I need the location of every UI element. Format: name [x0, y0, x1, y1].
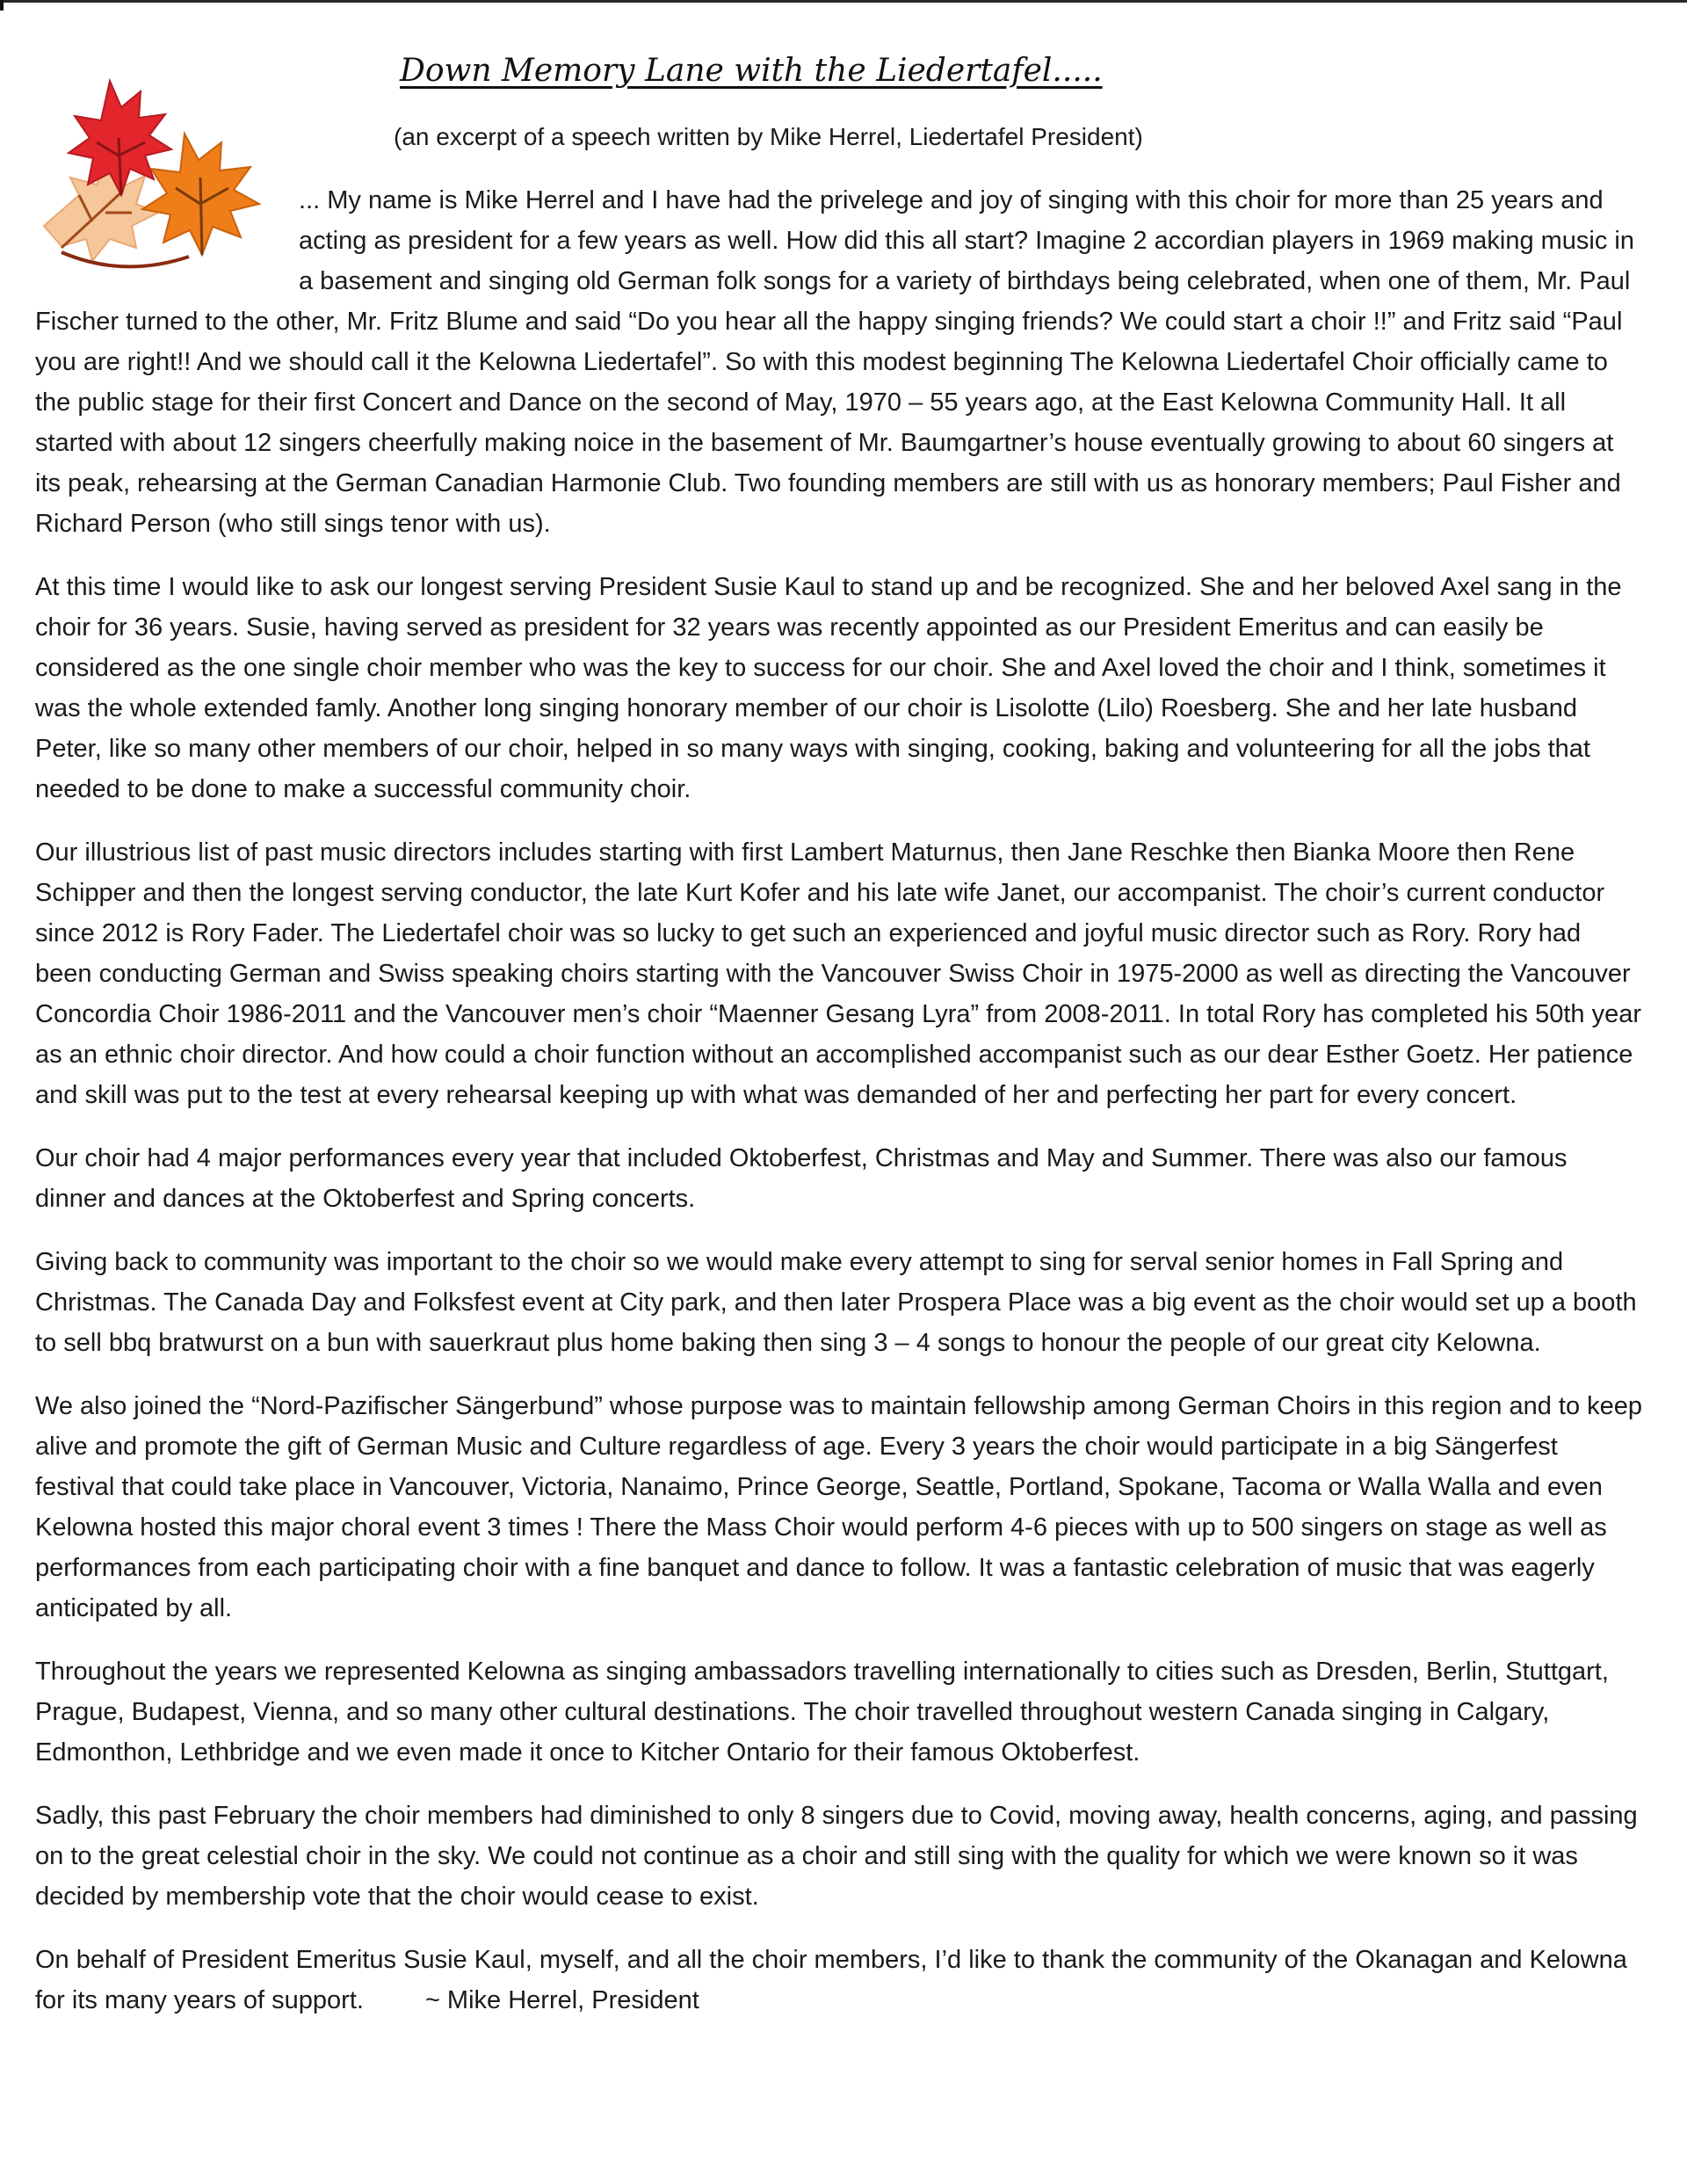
paragraph-music-directors: Our illustrious list of past music directors includes starting with first Lambert Maturnus, then Jane Reschke then Bianka Moore then Rene Schipper and then the longest serving conductor, the late Kurt Kofer and his late wife Janet, our accompanist. The choir’s current conductor since 2012 is Rory Fader. The Liedertafel choir was so lucky to get such an experienced and joyful music director such as Rory. Rory had been conducting German and Swiss speaking choirs starting with the Vancouver Swiss Choir in 1975-2000 as well as directing the Vancouver Concordia Choir 1986-2011 and the Vancouver men’s choir “Maenner Gesang Lyra” from 2008-2011. In total Rory has completed his 50th year as an ethnic choir director. And how could a choir function without an accomplished accompanist such as our dear Esther Goetz. Her patience and skill was put to the test at every rehearsal keeping up with what was demanded of her and perfecting her part for every concert.	[35, 838, 1642, 1109]
paragraph-travels: Throughout the years we represented Kelowna as singing ambassadors travelling internationally to cities such as Dresden, Berlin, Stuttgart, Prague, Budapest, Vienna, and so many other cultural destinations. The choir travelled throughout western Canada singing in Calgary, Edmonthon, Lethbridge and we even made it once to Kitcher Ontario for their famous Oktoberfest.	[35, 1658, 1609, 1767]
article-body	[35, 180, 1643, 2043]
paragraph-community: Giving back to community was important to the choir so we would make every attempt to sing for serval senior homes in Fall Spring and Christmas. The Canada Day and Folksfest event at City park, and then later Prospera Place was a big event as the choir would set up a booth to sell bbq bratwurst on a bun with sauerkraut plus home baking then sing 3 – 4 songs to honour the people of our great city Kelowna.	[35, 1248, 1637, 1357]
paragraph-susie-kaul: At this time I would like to ask our longest serving President Susie Kaul to stand up and be recognized. She and her beloved Axel sang in the choir for 36 years. Susie, having served as president for 32 years was recently appointed as our President Emeritus and can easily be considered as the one single choir member who was the key to success for our choir. She and Axel loved the choir and I think, sometimes it was the whole extended famly. Another long singing honorary member of our choir is Lisolotte (Lilo) Roesberg. She and her late husband Peter, like so many other members of our choir, helped in so many ways with singing, cooking, baking and volunteering for all the jobs that needed to be done to make a successful community choir.	[35, 573, 1622, 803]
top-border-line	[0, 0, 1687, 9]
thanks-text: On behalf of President Emeritus Susie Kaul, myself, and all the choir members, I’d like to thank the community of the Okanagan and Kelowna for its many years of support.	[35, 1946, 1627, 2014]
scan-corner-mark	[0, 0, 4, 11]
speech-attribution: (an excerpt of a speech written by Mike Herrel, Liedertafel President)	[394, 123, 1143, 150]
paragraph-thanks	[35, 1940, 1643, 2021]
paragraph-intro: ... My name is Mike Herrel and I have had the privelege and joy of singing with this choir for more than 25 years and acting as president for a few years as well. How did this all start? Imagine 2 accordian players in 1969 making music in a basement and singing old German folk songs for a variety of birthdays being celebrated, when one of them, Mr. Paul Fischer turned to the other, Mr. Fritz Blume and said “Do you hear all the happy singing friends? We could start a choir !!” and Fritz said “Paul you are right!! And we should call it the Kelowna Liedertafel”. So with this modest beginning The Kelowna Liedertafel Choir officially came to the public stage for their first Concert and Dance on the second of May, 1970 – 55 years ago, at the East Kelowna Community Hall. It all started with about 12 singers cheerfully making noice in the basement of Mr. Baumgartner’s house eventually growing to about 60 singers at its peak, rehearsing at the German Canadian Harmonie Club. Two founding members are still with us as honorary members; Paul Fisher and Richard Person (who still sings tenor with us).	[35, 186, 1635, 538]
page-title: Down Memory Lane with the Liedertafel.....	[400, 53, 1103, 89]
paragraph-saengerbund: We also joined the “Nord-Pazifischer Sängerbund” whose purpose was to maintain fellowship among German Choirs in this region and to keep alive and promote the gift of German Music and Culture regardless of age. Every 3 years the choir would participate in a big Sängerfest festival that could take place in Vancouver, Victoria, Nanaimo, Prince George, Seattle, Portland, Spokane, Tacoma or Walla Walla and even Kelowna hosted this major choral event 3 times ! There the Mass Choir would perform 4-6 pieces with up to 500 singers on stage as well as performances from each participating choir with a fine banquet and dance to follow. It was a fantastic celebration of music that was eagerly anticipated by all.	[35, 1392, 1643, 1622]
leaf-wrap-spacer	[35, 180, 299, 290]
signature: ~ Mike Herrel, President	[424, 1986, 699, 2014]
paragraph-closing: Sadly, this past February the choir members had diminished to only 8 singers due to Covid, moving away, health concerns, aging, and passing on to the great celestial choir in the sky. We could not continue as a choir and still sing with the quality for which we were known so it was decided by membership vote that the choir would cease to exist.	[35, 1802, 1638, 1911]
paragraph-performances: Our choir had 4 major performances every year that included Oktoberfest, Christmas and May and Summer. There was also our famous dinner and dances at the Oktoberfest and Spring concerts.	[35, 1144, 1568, 1213]
